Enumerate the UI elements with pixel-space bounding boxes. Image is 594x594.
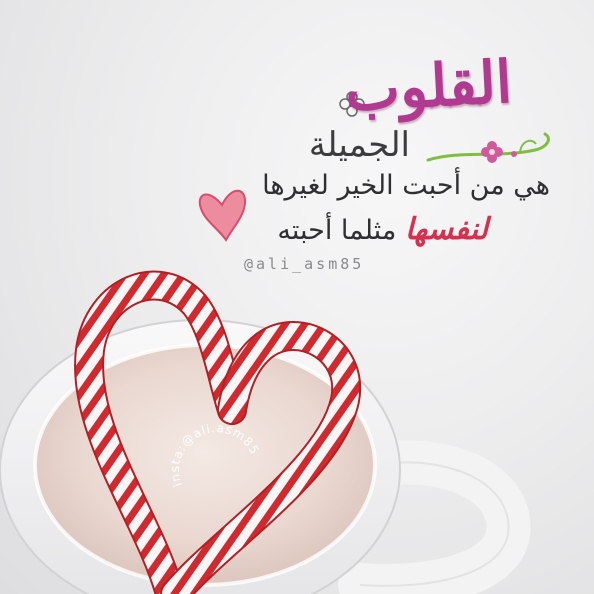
- card-quote-accent: لنفسها: [404, 212, 488, 247]
- heart-icon: [200, 191, 245, 240]
- author-handle: @ali_asm85: [244, 255, 365, 273]
- stamp-text: insta:@ali.asm85: [167, 420, 263, 489]
- card-quote-main: مثلما أحبته: [277, 215, 397, 246]
- card-title: القلوب: [343, 47, 514, 125]
- flower-icon: [481, 141, 503, 163]
- card-quote-line-1: هي من أحبت الخير لغيرها: [262, 170, 550, 201]
- card-quote-line-2: [277, 212, 488, 247]
- card-subtitle: الجميلة: [308, 125, 410, 165]
- vine-decoration: [428, 134, 548, 163]
